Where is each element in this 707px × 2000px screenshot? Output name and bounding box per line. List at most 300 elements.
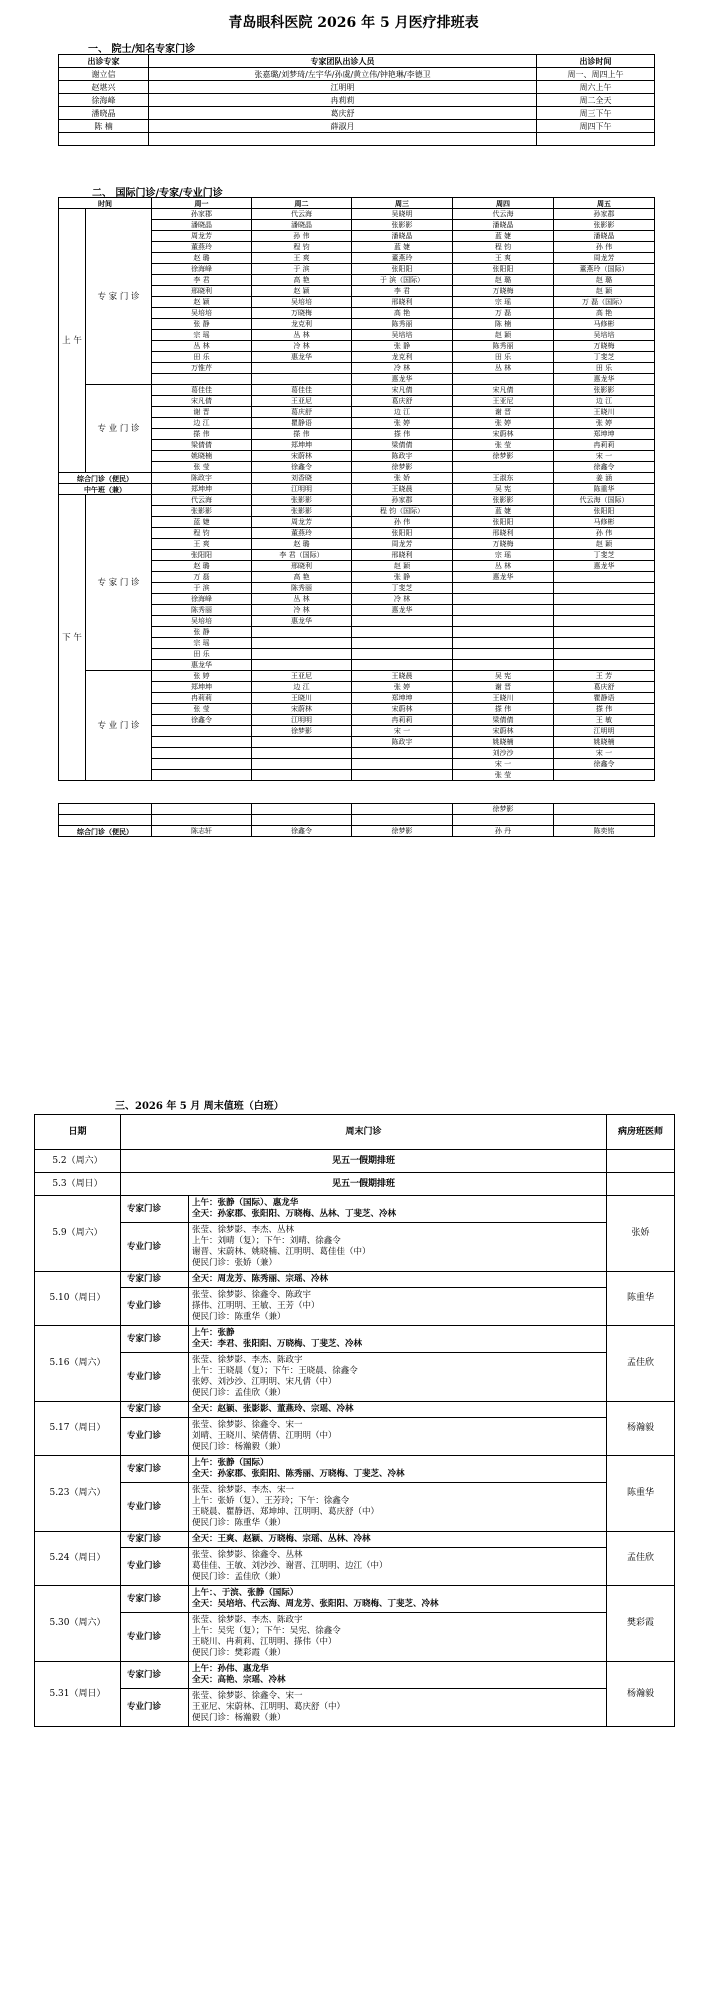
header-cell: 周二 xyxy=(252,198,352,209)
table-cell: 张 莹 xyxy=(152,704,252,715)
table-cell: 惠龙华 xyxy=(152,660,252,671)
table-row xyxy=(35,1353,675,1402)
table-cell: 赵 颖 xyxy=(252,286,352,297)
famous-expert-table xyxy=(58,54,655,146)
table-cell xyxy=(453,374,554,385)
weekday-schedule-table xyxy=(58,197,655,837)
table-cell: 张 婷 xyxy=(152,671,252,682)
table-cell: 吴晓明 xyxy=(352,209,453,220)
ward-doctor-cell: 杨瀚毅 xyxy=(607,1402,675,1456)
table-cell: 万晓梅 xyxy=(554,341,655,352)
table-cell: 丁斐芝 xyxy=(554,352,655,363)
table-cell: 丁斐芝 xyxy=(554,550,655,561)
table-row xyxy=(59,68,655,81)
table-cell xyxy=(352,804,453,815)
table-cell: 王晓川 xyxy=(453,693,554,704)
table-cell: 丛 林 xyxy=(453,363,554,374)
table-cell: 丛 林 xyxy=(453,561,554,572)
table-cell xyxy=(453,649,554,660)
date-cell: 5.17（周日） xyxy=(35,1402,121,1456)
schedule-line: 上午：张娇（复）、王芳玲；下午：徐鑫令 xyxy=(192,1496,350,1506)
schedule-lines-cell xyxy=(189,1196,607,1223)
table-cell: 高 艳 xyxy=(554,308,655,319)
table-row xyxy=(35,1689,675,1727)
table-cell xyxy=(152,815,252,826)
table-cell: 宋凡倩 xyxy=(152,396,252,407)
table-cell xyxy=(554,649,655,660)
clinic-category-label: 专 家 门 诊 xyxy=(86,209,152,385)
table-cell: 宋蔚林 xyxy=(453,726,554,737)
schedule-lines-cell xyxy=(189,1689,607,1727)
table-row xyxy=(35,1418,675,1456)
table-cell: 徐鑫令 xyxy=(152,715,252,726)
table-cell: 郑坤坤 xyxy=(352,693,453,704)
table-cell: 宋凡倩 xyxy=(453,385,554,396)
table-cell: 万 磊 xyxy=(152,572,252,583)
schedule-line: 上午：刘晴（复）；下午：刘晴、徐鑫令 xyxy=(192,1236,341,1246)
table-cell: 张 静 xyxy=(152,627,252,638)
weekend-duty-table xyxy=(34,1114,675,1727)
table-cell: 张 婷 xyxy=(554,418,655,429)
table-cell: 谢 晋 xyxy=(152,407,252,418)
table-cell: 赵 颖 xyxy=(554,286,655,297)
table-cell: 董燕玲 xyxy=(252,528,352,539)
table-cell: 周龙芳 xyxy=(352,539,453,550)
table-cell: 宋蔚林 xyxy=(453,429,554,440)
table-row xyxy=(59,815,655,826)
table-row xyxy=(35,1456,675,1483)
table-cell: 边 江 xyxy=(252,682,352,693)
table-cell: 赵 璐 xyxy=(554,275,655,286)
table-cell: 搽 伟 xyxy=(453,704,554,715)
gap-cell xyxy=(59,781,655,804)
schedule-line: 全天：吴培培、代云海、周龙芳、张阳阳、万晓梅、丁斐芝、冷林 xyxy=(192,1599,439,1609)
header-cell: 周三 xyxy=(352,198,453,209)
clinic-kind-label: 专业门诊 xyxy=(121,1353,189,1402)
table-cell: 张 婷 xyxy=(453,418,554,429)
schedule-line: 便民门诊：杨瀚毅（兼） xyxy=(192,1713,286,1723)
table-cell: 孙 伟 xyxy=(554,242,655,253)
table-cell: 徐梦影 xyxy=(352,826,453,837)
schedule-line: 谢晋、宋蔚林、姚晓楠、江明明、葛佳佳（中） xyxy=(192,1247,371,1257)
table-cell: 王亚尼 xyxy=(252,396,352,407)
schedule-lines-cell xyxy=(189,1532,607,1548)
table-cell xyxy=(252,748,352,759)
table-row xyxy=(59,484,655,495)
table-row xyxy=(35,1532,675,1548)
table-cell: 高 艳 xyxy=(252,275,352,286)
table-row xyxy=(35,1223,675,1272)
empty-cell xyxy=(607,1150,675,1173)
table-cell: 王晓晨 xyxy=(352,484,453,495)
date-cell: 5.23（周六） xyxy=(35,1456,121,1532)
schedule-line: 便民门诊：陈重华（兼） xyxy=(192,1518,286,1528)
table-cell: 张影影 xyxy=(252,506,352,517)
table-cell xyxy=(352,770,453,781)
clinic-category-label: 专 业 门 诊 xyxy=(86,385,152,473)
table-cell: 陈秀丽 xyxy=(152,605,252,616)
table-cell: 郑坤坤 xyxy=(252,440,352,451)
header-cell: 周一 xyxy=(152,198,252,209)
table-cell: 徐梦影 xyxy=(352,462,453,473)
weekend-duty-body xyxy=(35,1115,675,1727)
table-cell: 刘香晓 xyxy=(252,473,352,484)
section2-heading: 二、 国际门诊/专家/专业门诊 xyxy=(92,188,223,199)
schedule-line: 张莹、徐梦影、徐鑫令、陈政宇 xyxy=(192,1290,312,1300)
clinic-kind-label: 专家门诊 xyxy=(121,1532,189,1548)
table-cell: 周二全天 xyxy=(537,94,655,107)
table-cell: 于 滨（国际） xyxy=(352,275,453,286)
table-cell xyxy=(453,594,554,605)
table-cell xyxy=(252,638,352,649)
table-cell: 张影影 xyxy=(554,385,655,396)
table-cell xyxy=(352,638,453,649)
table-cell: 张阳阳 xyxy=(352,264,453,275)
table-cell: 惠龙华 xyxy=(453,572,554,583)
table-cell: 边 江 xyxy=(352,407,453,418)
schedule-line: 上午：张静（国际）、惠龙华 xyxy=(192,1198,299,1208)
row-label: 中午班（兼） xyxy=(59,484,152,495)
schedule-line: 便民门诊：张娇（兼） xyxy=(192,1258,278,1268)
table-row xyxy=(59,385,655,396)
table-cell: 边 江 xyxy=(152,418,252,429)
table-cell: 徐鑫令 xyxy=(554,759,655,770)
table-cell: 江明明 xyxy=(252,484,352,495)
table-cell: 谢 晋 xyxy=(453,682,554,693)
table-cell xyxy=(554,616,655,627)
table-cell: 冷 林 xyxy=(252,605,352,616)
table-cell: 宗 瑶 xyxy=(152,330,252,341)
table-row xyxy=(59,133,655,146)
schedule-line: 便民门诊：陈重华（兼） xyxy=(192,1312,286,1322)
header-cell: 出诊专家 xyxy=(59,55,149,68)
table-cell: 惠龙华 xyxy=(252,616,352,627)
table-header-row xyxy=(59,55,655,68)
table-cell: 宋蔚林 xyxy=(252,451,352,462)
table-cell: 葛庆舒 xyxy=(352,396,453,407)
table-cell: 梁倩倩 xyxy=(453,715,554,726)
table-cell: 马修彬 xyxy=(554,517,655,528)
table-cell: 赵 颖 xyxy=(554,539,655,550)
table-cell: 代云海（国际） xyxy=(554,495,655,506)
table-cell: 赵 颖 xyxy=(453,330,554,341)
schedule-line: 便民门诊：杨瀚毅（兼） xyxy=(192,1442,286,1452)
table-cell: 周一、周四上午 xyxy=(537,68,655,81)
table-cell: 徐海峰 xyxy=(152,594,252,605)
schedule-lines-cell xyxy=(189,1402,607,1418)
table-cell: 徐梦影 xyxy=(252,726,352,737)
table-cell: 张阳阳 xyxy=(453,264,554,275)
table-cell: 周龙芳 xyxy=(152,231,252,242)
table-cell xyxy=(59,133,149,146)
table-cell: 陈秀丽 xyxy=(252,583,352,594)
schedule-line: 上午：王晓晨（复）；下午：王晓晨、徐鑫令 xyxy=(192,1366,358,1376)
table-cell: 宋蔚林 xyxy=(252,704,352,715)
schedule-lines-cell xyxy=(189,1272,607,1288)
clinic-kind-label: 专家门诊 xyxy=(121,1456,189,1483)
table-cell xyxy=(252,759,352,770)
table-cell: 江明明 xyxy=(252,715,352,726)
table-cell xyxy=(152,748,252,759)
table-gap-row xyxy=(59,781,655,804)
table-cell: 葛佳佳 xyxy=(252,385,352,396)
table-cell: 于 滨 xyxy=(152,583,252,594)
table-cell: 张阳阳 xyxy=(554,506,655,517)
table-cell: 潘晓晶 xyxy=(352,231,453,242)
date-cell: 5.10（周日） xyxy=(35,1272,121,1326)
table-cell: 万晓梅 xyxy=(453,539,554,550)
schedule-line: 搽伟、江明明、王敏、王芳（中） xyxy=(192,1301,320,1311)
table-cell: 蓝 婕 xyxy=(152,517,252,528)
table-cell: 张影影 xyxy=(554,220,655,231)
table-cell: 宗 瑶 xyxy=(152,638,252,649)
schedule-line: 王晓晨、瞿静语、郑坤坤、江明明、葛庆舒（中） xyxy=(192,1507,380,1517)
table-cell: 张影影 xyxy=(152,506,252,517)
section1-heading: 一、 院士/知名专家门诊 xyxy=(88,44,196,55)
table-cell: 薛淑月 xyxy=(149,120,537,133)
table-cell: 潘晓晶 xyxy=(554,231,655,242)
ward-doctor-cell: 陈重华 xyxy=(607,1272,675,1326)
table-cell: 张阳阳 xyxy=(352,528,453,539)
table-row xyxy=(35,1586,675,1613)
table-row xyxy=(59,81,655,94)
table-cell: 江明明 xyxy=(554,726,655,737)
table-cell: 代云海 xyxy=(453,209,554,220)
empty-cell xyxy=(59,815,152,826)
table-row xyxy=(35,1548,675,1586)
table-cell xyxy=(453,583,554,594)
table-cell: 万 磊 xyxy=(453,308,554,319)
table-cell: 惠龙华 xyxy=(252,352,352,363)
schedule-lines-cell xyxy=(189,1456,607,1483)
table-cell xyxy=(453,638,554,649)
table-cell: 潘晓晶 xyxy=(252,220,352,231)
date-cell: 5.16（周六） xyxy=(35,1326,121,1402)
table-cell: 邢晓利 xyxy=(252,561,352,572)
empty-cell xyxy=(607,1173,675,1196)
table-cell: 王 爽 xyxy=(252,253,352,264)
table-row xyxy=(35,1272,675,1288)
table-cell: 潘晓晶 xyxy=(59,107,149,120)
table-cell: 吴 宪 xyxy=(453,484,554,495)
table-cell: 陈政宇 xyxy=(352,737,453,748)
table-cell: 陈政宇 xyxy=(152,473,252,484)
table-cell: 张 婷 xyxy=(352,418,453,429)
date-cell: 5.3（周日） xyxy=(35,1173,121,1196)
ward-doctor-cell: 杨瀚毅 xyxy=(607,1662,675,1727)
clinic-kind-label: 专业门诊 xyxy=(121,1288,189,1326)
header-cell: 周四 xyxy=(453,198,554,209)
table-cell xyxy=(252,649,352,660)
ward-doctor-cell: 孟佳欣 xyxy=(607,1532,675,1586)
table-cell: 李 君 xyxy=(152,275,252,286)
table-cell xyxy=(252,815,352,826)
table-cell: 赵 璐 xyxy=(252,539,352,550)
table-cell: 孙家郡 xyxy=(152,209,252,220)
table-cell: 孙 伟 xyxy=(554,528,655,539)
table-cell: 马修彬 xyxy=(554,319,655,330)
table-cell: 陈重华 xyxy=(554,484,655,495)
table-row xyxy=(59,495,655,506)
table-cell: 王 爽 xyxy=(453,253,554,264)
notice-cell: 见五一假期排班 xyxy=(121,1150,607,1173)
table-row xyxy=(59,671,655,682)
table-cell: 赵 璐 xyxy=(453,275,554,286)
table-cell: 王 芳 xyxy=(554,671,655,682)
table-cell xyxy=(352,815,453,826)
table-row xyxy=(35,1288,675,1326)
table-cell xyxy=(252,737,352,748)
table-cell xyxy=(554,804,655,815)
clinic-category-label: 专 家 门 诊 xyxy=(86,495,152,671)
table-cell: 王晓晨 xyxy=(352,671,453,682)
table-cell: 张 静 xyxy=(352,572,453,583)
table-cell: 吴培培 xyxy=(554,330,655,341)
row-label: 综合门诊（便民） xyxy=(59,473,152,484)
table-row xyxy=(35,1662,675,1689)
table-cell: 宋 一 xyxy=(453,759,554,770)
table-cell xyxy=(152,804,252,815)
half-day-label: 下 午 xyxy=(59,495,86,781)
notice-cell: 见五一假期排班 xyxy=(121,1173,607,1196)
table-cell: 谢 晋 xyxy=(453,407,554,418)
table-cell: 陈 楠 xyxy=(453,319,554,330)
clinic-kind-label: 专业门诊 xyxy=(121,1613,189,1662)
table-cell: 瞿静语 xyxy=(554,693,655,704)
table-cell: 张影影 xyxy=(352,220,453,231)
empty-cell xyxy=(59,804,152,815)
table-cell: 王晓川 xyxy=(252,693,352,704)
table-cell xyxy=(252,660,352,671)
table-cell: 周四下午 xyxy=(537,120,655,133)
clinic-kind-label: 专业门诊 xyxy=(121,1223,189,1272)
schedule-line: 上午：、于滨、张静（国际） xyxy=(192,1588,299,1598)
schedule-lines-cell xyxy=(189,1223,607,1272)
table-row xyxy=(59,804,655,815)
table-cell: 姚晓楠 xyxy=(152,451,252,462)
table-cell: 张 婷 xyxy=(352,682,453,693)
clinic-kind-label: 专家门诊 xyxy=(121,1402,189,1418)
table-cell xyxy=(554,583,655,594)
table-cell: 郑坤坤 xyxy=(152,682,252,693)
table-cell: 姜 涵 xyxy=(554,473,655,484)
schedule-line: 全天：王爽、赵颖、万晓梅、宗瑶、丛林、冷林 xyxy=(192,1534,371,1544)
table-cell: 董燕玲 xyxy=(352,253,453,264)
table-cell: 刘沙沙 xyxy=(453,748,554,759)
table-cell: 吴培培 xyxy=(152,308,252,319)
schedule-line: 张莹、徐梦影、徐鑫令、丛林 xyxy=(192,1550,303,1560)
ward-doctor-cell: 樊彩霞 xyxy=(607,1586,675,1662)
table-cell: 王淑东 xyxy=(453,473,554,484)
ward-doctor-cell: 陈重华 xyxy=(607,1456,675,1532)
table-cell: 邢晓利 xyxy=(453,528,554,539)
table-cell: 孙 伟 xyxy=(252,231,352,242)
table-cell: 江明明 xyxy=(149,81,537,94)
table-cell: 宋凡倩 xyxy=(352,385,453,396)
table-cell: 冷 林 xyxy=(252,341,352,352)
table-cell: 赵 颖 xyxy=(352,561,453,572)
table-cell xyxy=(554,638,655,649)
table-cell: 万晓梅 xyxy=(252,308,352,319)
table-cell: 冉莉莉 xyxy=(554,440,655,451)
table-cell: 田 乐 xyxy=(152,649,252,660)
clinic-kind-label: 专家门诊 xyxy=(121,1662,189,1689)
table-cell: 冉莉莉 xyxy=(152,693,252,704)
table-cell xyxy=(152,759,252,770)
table-cell: 高 艳 xyxy=(252,572,352,583)
table-cell: 吴培培 xyxy=(352,330,453,341)
clinic-kind-label: 专家门诊 xyxy=(121,1586,189,1613)
table-cell: 陈奕铭 xyxy=(554,826,655,837)
table-cell: 徐梦影 xyxy=(453,451,554,462)
schedule-line: 全天：孙家郡、张阳阳、万晓梅、丛林、丁斐芝、冷林 xyxy=(192,1209,397,1219)
header-cell: 病房班医师 xyxy=(607,1115,675,1150)
table-cell: 冉莉莉 xyxy=(149,94,537,107)
table-cell xyxy=(352,649,453,660)
table-cell: 孙家郡 xyxy=(352,495,453,506)
table-cell xyxy=(352,627,453,638)
schedule-line: 王亚尼、宋蔚林、江明明、葛庆舒（中） xyxy=(192,1702,346,1712)
table-cell: 陈秀丽 xyxy=(352,319,453,330)
table-cell xyxy=(554,815,655,826)
table-cell: 王亚尼 xyxy=(252,671,352,682)
table-cell: 冷 林 xyxy=(352,594,453,605)
table-row xyxy=(59,120,655,133)
table-cell: 张 莹 xyxy=(453,440,554,451)
schedule-line: 上午：孙伟、惠龙华 xyxy=(192,1664,269,1674)
schedule-line: 全天：周龙芳、陈秀丽、宗瑶、冷林 xyxy=(192,1274,329,1284)
schedule-line: 便民门诊：樊彩霞（兼） xyxy=(192,1648,286,1658)
table-cell xyxy=(252,363,352,374)
table-cell: 瞿静语 xyxy=(252,418,352,429)
table-cell: 万惟芹 xyxy=(152,363,252,374)
table-cell: 葛庆舒 xyxy=(149,107,537,120)
table-cell xyxy=(352,616,453,627)
table-cell: 赵 璐 xyxy=(152,253,252,264)
clinic-kind-label: 专业门诊 xyxy=(121,1418,189,1456)
table-cell: 丛 林 xyxy=(252,330,352,341)
table-cell: 梁倩倩 xyxy=(352,440,453,451)
table-cell: 搽 伟 xyxy=(554,704,655,715)
table-cell xyxy=(554,605,655,616)
schedule-lines-cell xyxy=(189,1288,607,1326)
table-cell xyxy=(152,770,252,781)
table-cell: 徐梦影 xyxy=(453,804,554,815)
table-cell: 惠龙华 xyxy=(352,605,453,616)
table-cell: 徐鑫令 xyxy=(554,462,655,473)
table-cell: 王 敏 xyxy=(554,715,655,726)
table-cell xyxy=(554,572,655,583)
table-cell xyxy=(453,660,554,671)
table-cell: 张 娇 xyxy=(352,473,453,484)
table-cell: 王 爽 xyxy=(152,539,252,550)
table-cell: 梁倩倩 xyxy=(152,440,252,451)
table-cell: 周龙芳 xyxy=(554,253,655,264)
table-row xyxy=(35,1196,675,1223)
table-cell: 周六上午 xyxy=(537,81,655,94)
table-cell: 张 静 xyxy=(352,341,453,352)
table-cell: 惠龙华 xyxy=(554,374,655,385)
table-cell: 代云海 xyxy=(252,209,352,220)
schedule-line: 张莹、徐梦影、徐鑫令、宋一 xyxy=(192,1420,303,1430)
table-cell: 葛佳佳 xyxy=(152,385,252,396)
clinic-category-label: 专 业 门 诊 xyxy=(86,671,152,781)
table-cell: 张阳阳 xyxy=(453,517,554,528)
table-cell: 张阳阳 xyxy=(152,550,252,561)
half-day-label: 上 午 xyxy=(59,209,86,473)
table-cell xyxy=(152,737,252,748)
schedule-lines-cell xyxy=(189,1586,607,1613)
